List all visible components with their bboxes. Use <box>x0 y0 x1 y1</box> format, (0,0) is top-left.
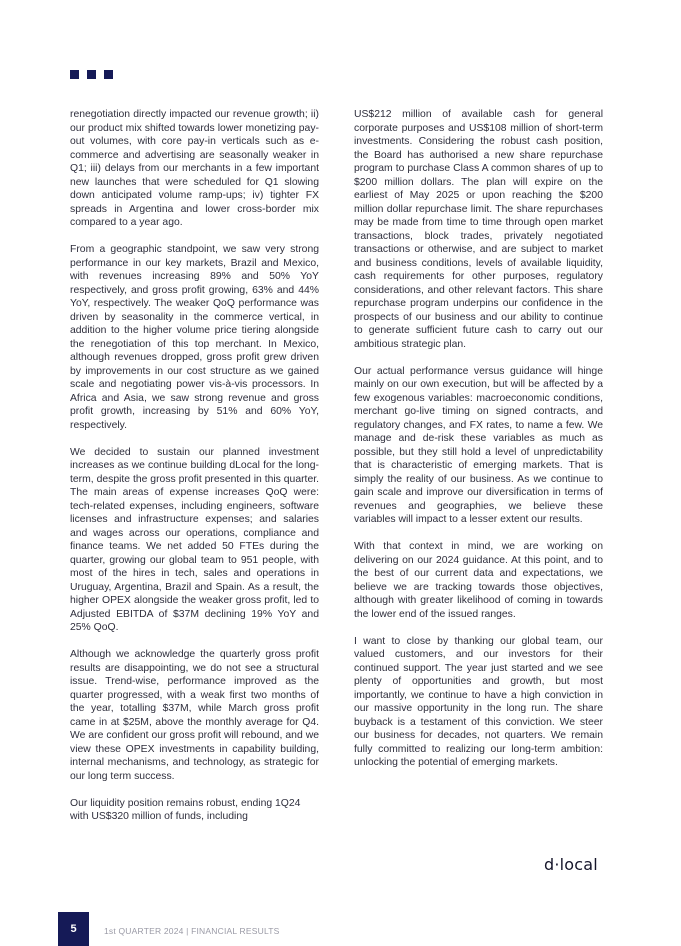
dlocal-logo: d·local <box>544 855 598 874</box>
page-number: 5 <box>70 923 77 935</box>
left-text-column <box>70 108 319 837</box>
body-paragraph: US$212 million of available cash for general corporate purposes and US$108 million of short-term investments. Considering the robust cash position, the Board has authorised a new share repurchase program to purchase Class A common shares of up to $200 million dollars. The plan will expire on the earliest of May 2025 or upon reaching the $200 million dollar repurchase limit. The share repurchases may be made from time to time through open market transactions, block trades, privately negotiated transactions or otherwise, and are subject to market and business conditions, levels of available liquidity, cash requirements for other purposes, regulatory considerations, and other relevant factors. This share repurchase program underpins our confidence in the prospects of our business and our ability to continue to generate sufficient future cash to carry out our ambitious strategic plan. <box>354 109 603 350</box>
header-decoration-squares <box>70 70 113 79</box>
body-paragraph: From a geographic standpoint, we saw very strong performance in our key markets, Brazil and Mexico, with revenues increasing 89% and 50% YoY respectively, and gross profit growing, 63% and 44% YoY, respectively. The weaker QoQ performance was driven by seasonality in the commerce vertical, in addition to the higher volume price tiering alongside the renegotiation of this top merchant. In Mexico, although revenues dropped, gross profit grew driven by improvements in our cost structure as we gained scale and negotiating power vis-à-vis processors. In Africa and Asia, we saw strong revenue and gross profit growth, increasing by 51% and 60% YoY, respectively. <box>70 244 319 431</box>
body-paragraph: Although we acknowledge the quarterly gross profit results are disappointing, we do not see a structural issue. Trend-wise, performance improved as the quarter progressed, with a weak first two months of the year, totalling $37M, while March gross profit came in at $25M, above the monthly average for Q4. We are confident our gross profit will rebound, and we view these OPEX investments in capability building, internal mechanisms, and technology, as strategic for our long term success. <box>70 649 319 782</box>
decorative-square-icon <box>70 70 79 79</box>
decorative-square-icon <box>104 70 113 79</box>
body-paragraph: With that context in mind, we are working on delivering on our 2024 guidance. At this point, and to the best of our current data and expectations, we believe we are tracking towards those objectives, although with greater likelihood of coming in towards the lower end of the issued ranges. <box>354 541 603 620</box>
page-number-badge <box>58 912 89 946</box>
body-paragraph: renegotiation directly impacted our revenue growth; ii) our product mix shifted towards lower monetizing pay-out volumes, with core pay-in verticals such as e-commerce and advertising are seasonally weaker in Q1; iii) delays from our merchants in a few important new launches that were scheduled for Q1 slowing down anticipated volume ramp-ups; iv) tighter FX spreads in Argentina and lower cross-border mix compared to a year ago. <box>70 109 319 228</box>
body-paragraph: We decided to sustain our planned investment increases as we continue building dLocal for the long-term, despite the gross profit presented in this quarter. The main areas of expense increases QoQ were: tech-related expenses, including engineers, software licenses and infrastructure expenses; and salaries and wages across our operations, compliance and finance teams. We net added 50 FTEs during the quarter, growing our global team to 951 people, with most of the hires in tech, sales and operations in Uruguay, Argentina, Brazil and Spain. As a result, the higher OPEX alongside the weaker gross profit, led to Adjusted EBITDA of $37M declining 19% YoY and 25% QoQ. <box>70 446 319 633</box>
decorative-square-icon <box>87 70 96 79</box>
footer-label: 1st QUARTER 2024 | FINANCIAL RESULTS <box>104 926 280 936</box>
right-text-column <box>354 108 603 783</box>
body-paragraph: Our liquidity position remains robust, ending 1Q24 with US$320 million of funds, including <box>70 797 301 822</box>
body-paragraph: Our actual performance versus guidance will hinge mainly on our own execution, but will be affected by a few exogenous variables: macroeconomic conditions, merchant go-live timing on signed contracts, and regulatory changes, and FX rates, to name a few. We manage and de-risk these variables as much as possible, but they still hold a level of unpredictability that is characteristic of emerging markets. That is simply the reality of our business. As we continue to gain scale and improve our diversification in terms of revenues and geographies, we believe these variables will impact to a lesser extent our results. <box>354 365 603 525</box>
body-paragraph: I want to close by thanking our global team, our valued customers, and our investors for their continued support. The year just started and we see plenty of opportunities and growth, but most importantly, we continue to have a high conviction in our massive opportunity in the long run. The share buyback is a testament of this conviction. We steer our business for decades, not quarters. We remain fully committed to realizing our long-term ambition: unlocking the potential of emerging markets. <box>354 635 603 768</box>
